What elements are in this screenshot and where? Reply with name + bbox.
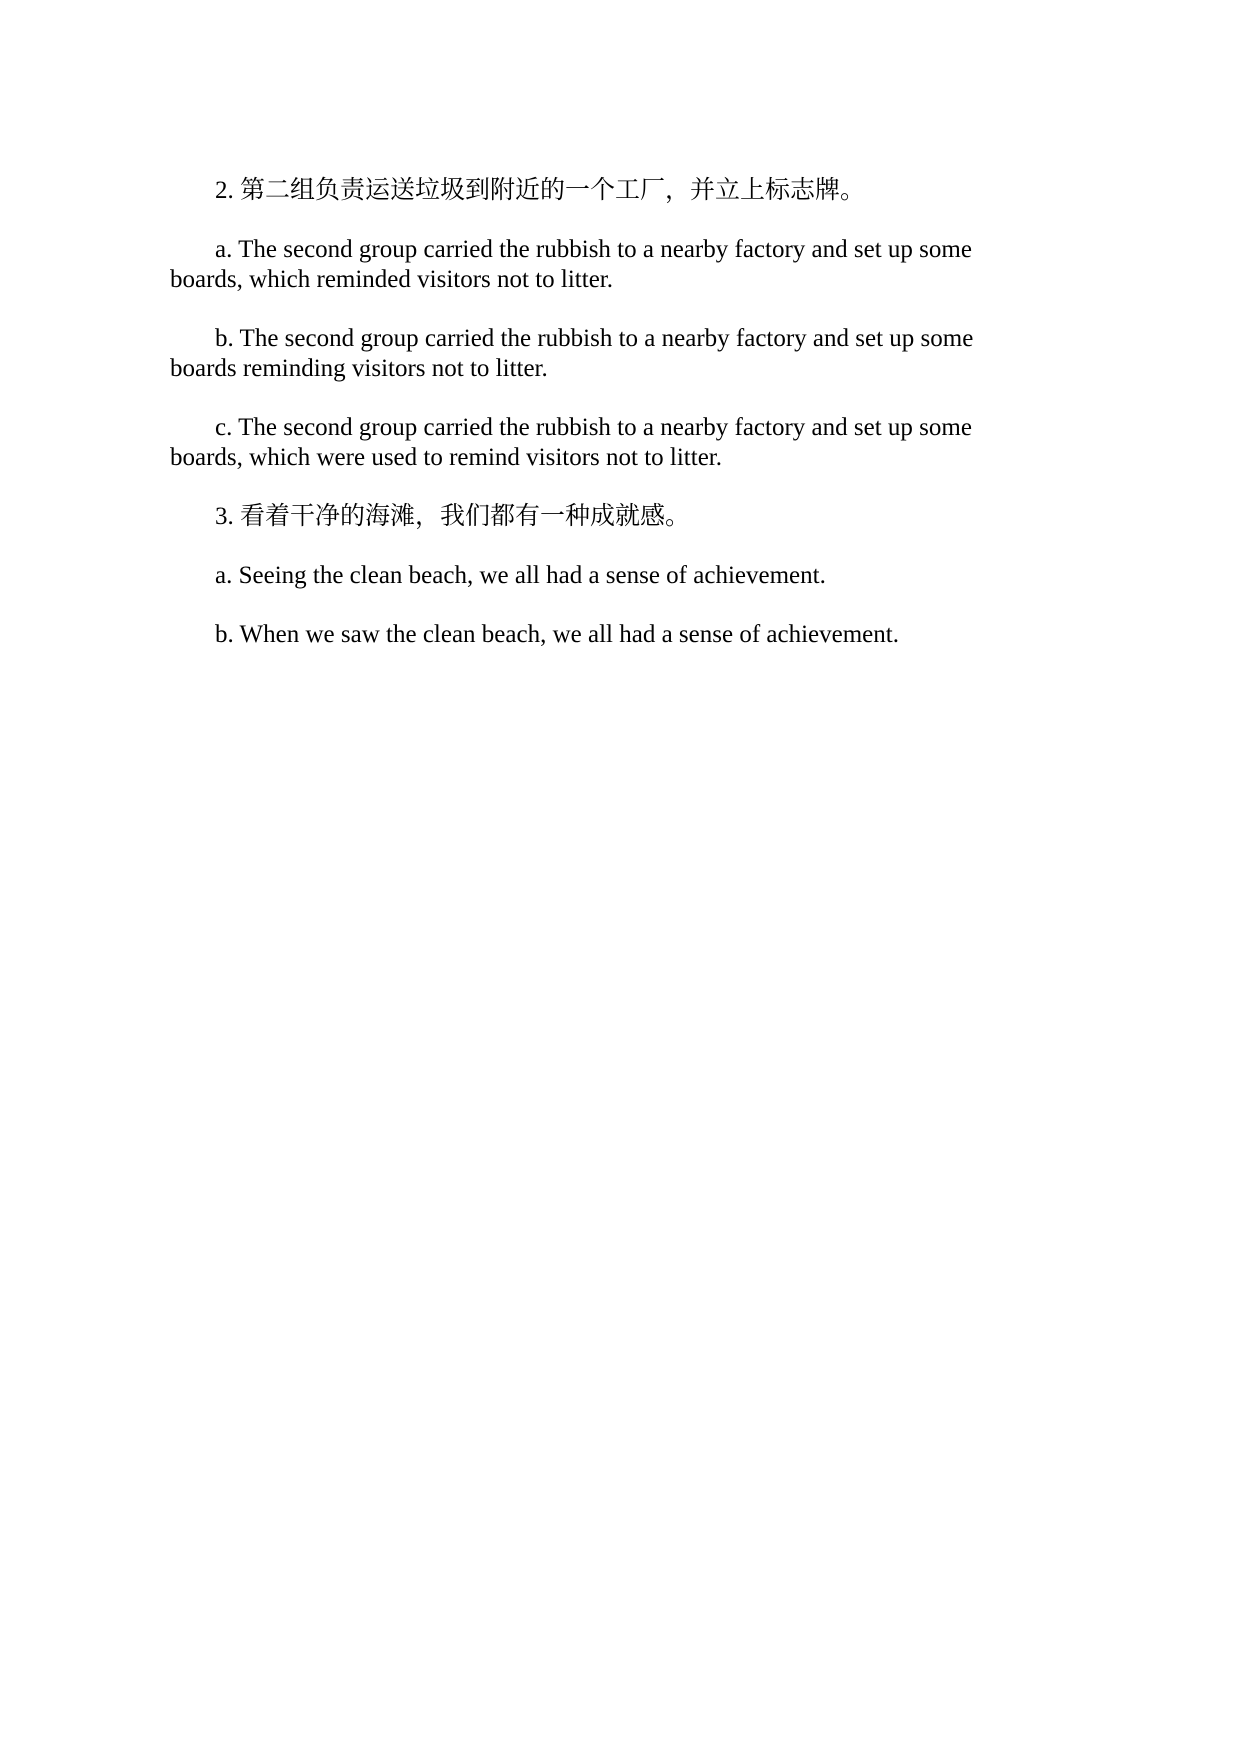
text-line: 2. 第二组负责运送垃圾到附近的一个工厂，并立上标志牌。 [215, 177, 866, 204]
paragraph-item-2-option-a [170, 235, 1071, 295]
text-line: boards, which reminded visitors not to litter. [170, 266, 613, 293]
document-body [170, 176, 1071, 679]
paragraph-item-2-option-b [170, 324, 1071, 384]
paragraph-item-3-option-b [170, 620, 1071, 650]
text-line: a. The second group carried the rubbish to a nearby factory and set up some [215, 236, 972, 263]
paragraph-item-2-option-c [170, 413, 1071, 473]
text-line: boards, which were used to remind visitors not to litter. [170, 444, 722, 471]
text-line: boards reminding visitors not to litter. [170, 355, 548, 382]
paragraph-item-3-option-a [170, 561, 1071, 591]
text-line: b. The second group carried the rubbish to a nearby factory and set up some [215, 325, 974, 352]
text-line: 3. 看着干净的海滩，我们都有一种成就感。 [215, 503, 691, 530]
text-line: c. The second group carried the rubbish to a nearby factory and set up some [215, 414, 972, 441]
text-line: b. When we saw the clean beach, we all had a sense of achievement. [215, 621, 899, 648]
paragraph-item-2-chinese-prompt [170, 176, 1071, 206]
text-line: a. Seeing the clean beach, we all had a sense of achievement. [215, 562, 826, 589]
paragraph-item-3-chinese-prompt [170, 502, 1071, 532]
